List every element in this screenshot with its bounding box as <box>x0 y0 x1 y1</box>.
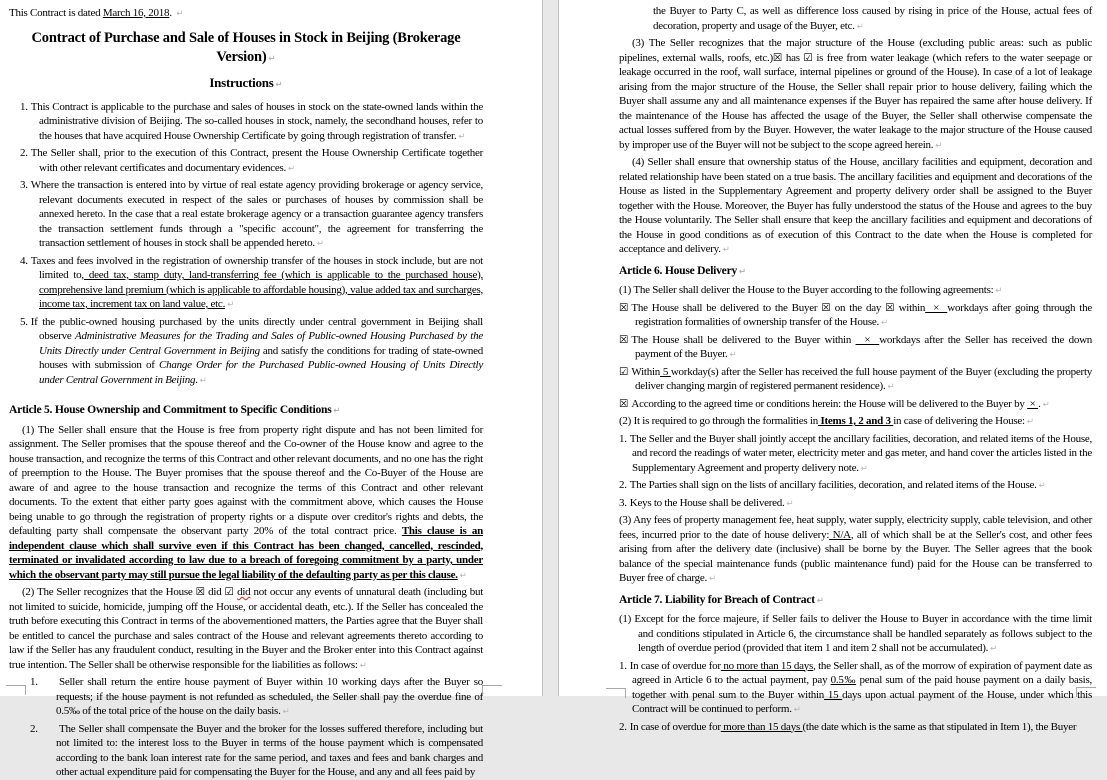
text-run: Seller shall return the entire house payment of Buyer within 10 working days after the Buyer so requests; if the house payment is not refunded as scheduled, the Seller shall pay the overdue fine of 0.5‰ of the total price of the house on the daily basis. <box>56 676 483 717</box>
delivery-formality-1 <box>619 432 1092 477</box>
delivery-option-4 <box>619 397 1092 413</box>
text-run: × <box>855 333 880 346</box>
text-run: Within <box>631 365 661 378</box>
paragraph-mark: ↵ <box>990 644 998 654</box>
article-5-liability-item-2 <box>9 722 483 780</box>
paragraph-mark: ↵ <box>288 163 296 174</box>
spellcheck-flagged-word: did <box>237 586 251 598</box>
checkbox-glyph: ☑ <box>619 365 629 378</box>
delivery-formality-2 <box>619 478 1092 494</box>
instructions-heading <box>9 74 483 94</box>
text-run: The Seller shall compensate the Buyer and the broker for the losses suffered therefore, including but not limited to: the interest loss to the Buyer in terms of the house payment which is compensated according to the bank loan interest rate for the same period, and taxes and fees and bank charges and other actual expenditure paid for compensating the Buyer for the House, and any and all fees paid by <box>56 722 483 778</box>
paragraph-mark: ↵ <box>458 131 466 142</box>
paragraph-mark: ↵ <box>176 9 184 19</box>
article-5-liability-item-1 <box>9 675 483 720</box>
checkbox-glyph: ☒ <box>619 333 629 346</box>
text-run: Article 5. House Ownership and Commitment to Specific Conditions <box>9 403 332 416</box>
item-marker: 2. <box>619 720 627 733</box>
text-run: (1) The Seller shall deliver the House to the Buyer according to the following agreements: <box>619 284 994 296</box>
text-run: deed tax, stamp duty, land-transferring fee (which is applicable to the purchased house), comprehensive land premium (which is applicable to affordable housing), value added tax and surcharges, income tax, increment tax on land value, etc. <box>39 269 483 310</box>
article-6-clause-2 <box>619 414 1092 430</box>
item-marker: 4. <box>20 254 28 267</box>
text-run: Instructions <box>209 74 274 90</box>
instruction-item-5 <box>9 315 483 389</box>
item-marker: 1. <box>20 100 28 113</box>
text-run: This Contract is applicable to the purchase and sales of houses in stock on the state-owned lands within the administrative division of Beijing. The so-called houses in stock, namely, the secondhand houses, refer to the houses that have acquired House Ownership Certificate by going through registration of transfer. <box>30 100 483 142</box>
text-run: not occur any events of unnatural death (including but not limited to suicide, homicide, jumping off the House, or accidental death, etc.). If the Seller has concealed the truth before executing this Contract in terms of the abovementioned matters, the Parties agree that the Buyer shall be entitled to cancel the purchase and sales contract of the House and relevant agreements thereto according to law if the Seller has any fraudulent conduct, resulting in the Buyer and the Broker enter into this Contract against true intention. The Seller shall be otherwise responsible for the liabilities as follows: <box>9 586 484 671</box>
paragraph-mark: ↵ <box>722 245 730 255</box>
paragraph-mark: ↵ <box>1026 417 1034 427</box>
text-run: March 16, 2018 <box>102 7 170 19</box>
text-run: did <box>205 586 225 598</box>
article-5-clause-4 <box>619 155 1092 258</box>
article-6-clause-3 <box>619 513 1092 587</box>
delivery-formality-3 <box>619 496 1092 512</box>
text-run: This Contract is dated <box>9 7 103 19</box>
text-run: no more than 15 days <box>720 659 814 672</box>
paragraph-mark: ↵ <box>199 375 207 386</box>
text-run: the Buyer to Party C, as well as difference loss caused by rising in price of the House, actual fees of decoration, property and usage of the Buyer, etc. <box>653 5 1092 32</box>
text-run: According to the agreed time or conditions herein: the House will be delivered to the Buyer by <box>631 397 1028 410</box>
item-marker: 1. <box>30 676 38 688</box>
article-5-clause-2 <box>9 585 483 673</box>
article-7-heading <box>619 593 1092 609</box>
item-marker: 3. <box>20 179 28 191</box>
article-7-clause-1 <box>619 612 1092 657</box>
paragraph-mark: ↵ <box>1038 481 1046 491</box>
text-run: (1) The Seller shall ensure that the House is free from property right dispute and has not been limited for assignment. The Seller promises that the spouse thereof and the Co-owner of the House know and agree to the house transaction, and recognize the terms of this Contract and other relevant documents, and no one has the right of preemption to the House. The Buyer promises that the spouse thereof and the Co-Buyer of the House are aware of and agree to the house transaction and recognize the terms of this Contract and other relevant documents. To the extent that either party goes against with the commitment above, which causes the House being unable to go through the registration of property rights or a dispute over creditor's rights and debts, the defaulting party shall compensate the observant party 20% of the total contract price. <box>9 423 483 537</box>
paragraph-mark: ↵ <box>333 406 341 416</box>
delivery-option-1 <box>619 301 1092 331</box>
text-run: The Parties shall sign on the lists of ancillary facilities, decoration, and related items of the House. <box>629 479 1037 491</box>
paragraph-mark: ↵ <box>856 21 864 32</box>
text-run: Contract of Purchase and Sale of Houses in Stock in Beijing (Brokerage Version) <box>31 29 461 65</box>
paragraph-mark: ↵ <box>282 707 290 717</box>
checkbox-glyph: ☑ <box>803 51 813 64</box>
crop-mark-left-page-bottom-right <box>482 685 502 695</box>
page-right <box>558 0 1107 733</box>
article-5-heading <box>9 403 483 419</box>
item-marker: 5. <box>20 315 28 328</box>
text-run: This clause is an independent clause which shall survive even if this Contract has been changed, cancelled, rescinded, terminated or invalidated according to law due to a breach of foregoing commitment by a party, under which the observant party may still pursue the legal liability of the defaulting party as per this clause. <box>9 525 484 581</box>
text-run: more than 15 days <box>720 720 803 733</box>
checkbox-glyph: ☒ <box>619 301 629 314</box>
crop-mark-left-page-bottom-left <box>6 685 26 695</box>
text-run: (1) Except for the force majeure, if Seller fails to deliver the House to Buyer in accordance with the time limit and conditions stipulated in Article 6, the circumstance shall be handled separately as follows subject to the length of overdue period (provided that item 1 and item 2 shall not be accumulated). <box>619 613 1092 654</box>
checkbox-glyph: ☒ <box>821 301 831 314</box>
text-run: workdays after going through the registration formalities of ownership transfer of the House. <box>635 301 1092 328</box>
paragraph-mark: ↵ <box>316 239 325 249</box>
text-run: Where the transaction is entered into by virtue of real estate agency providing brokerage or agency service, relevant documents executed in respect of the sales or purchases of houses by commission shall be annexed hereto. In the case that a real estate brokerage agency or a transaction guarantee agency transfers the transaction settlement funds through a "specific account", the agreement for transferring the transaction settlement of houses in stock shall be appended hereto. <box>30 179 483 249</box>
text-run: 0.5‰ <box>830 674 857 686</box>
article-6-clause-1 <box>619 283 1092 299</box>
text-run: The House shall be delivered to the Buyer <box>631 301 822 314</box>
paragraph-mark: ↵ <box>935 140 943 151</box>
text-run: Change Order for the Purchased Public-owned Housing of Units Directly under Central Government in Beijing <box>39 359 483 386</box>
paragraph-mark: ↵ <box>816 595 824 606</box>
delivery-option-3 <box>619 365 1092 395</box>
instruction-item-4 <box>9 254 483 313</box>
text-run: , all of which shall be at the Seller's cost, and other fees arising from after the delivery date (inclusive) shall be borne by the Buyer. The Seller agrees that the book balance of the special maintenance funds (public maintenance fund) paid for the House can be transferred to Buyer free of charge. <box>619 528 1092 584</box>
text-run: (4) Seller shall ensure that ownership status of the House, ancillary facilities and equipment, decoration and related relationship have been stated on a true basis. The ancillary facilities and equipment and decorations of the House as listed in the Supplementary Agreement and property delivery order shall be assigned to the Buyer together with the House. Moreover, the Buyer has fully understood the status of the House and agrees to the buy the House voluntarily. The Seller shall ensure that keep the ancillary facilities and equipment and decorations of the House in good conditions as of execution of this Contract to the date when the House is completed for acceptance and delivery. <box>619 156 1092 255</box>
text-run: The House shall be delivered to the Buyer within <box>631 333 856 346</box>
contract-date-line <box>9 6 483 22</box>
text-run: (2) It is required to go through the formalities in <box>619 415 818 427</box>
text-run: . <box>1038 397 1041 410</box>
text-run: N/A <box>829 528 851 541</box>
contract-title <box>9 29 483 69</box>
paragraph-mark: ↵ <box>860 463 868 474</box>
checkbox-glyph: ☒ <box>772 51 783 64</box>
text-run: 5 <box>660 365 671 378</box>
checkbox-glyph: ☒ <box>885 301 895 314</box>
paragraph-mark: ↵ <box>995 286 1003 296</box>
text-run: Article 6. House Delivery <box>619 263 738 277</box>
text-run: within <box>894 301 926 314</box>
instruction-item-1 <box>9 100 483 145</box>
article-5-clause-3 <box>619 36 1092 153</box>
page-right-content <box>559 0 1107 734</box>
text-run: 15 <box>824 688 843 701</box>
text-run: Taxes and fees involved in the registration of ownership transfer of the houses in stock include, but are not limited to, <box>30 254 483 281</box>
paragraph-mark: ↵ <box>275 79 283 90</box>
text-run: (the date which is the same as that stipulated in Item 1), the Buyer <box>802 720 1077 733</box>
text-run: × <box>1027 397 1039 410</box>
paragraph-mark: ↵ <box>786 498 794 509</box>
paragraph-mark: ↵ <box>729 350 737 360</box>
item-marker: 2. <box>20 147 28 159</box>
page-left <box>0 0 543 778</box>
text-run: . <box>169 7 175 19</box>
text-run: Article 7. Liability for Breach of Contract <box>619 592 815 606</box>
text-run: In case of overdue for <box>629 720 721 733</box>
text-run: The Seller shall, prior to the execution of this Contract, present the House Ownership Certificate together with other relevant certificates and documentary evidences. <box>30 147 483 174</box>
text-run: , the Seller shall, as of the morrow of expiration of payment date as agreed in Article 6 to the actual payment, pay <box>632 659 1093 686</box>
item-marker: 2. <box>619 479 627 491</box>
paragraph-mark: ↵ <box>881 318 889 328</box>
checkbox-glyph: ☒ <box>195 586 206 598</box>
text-run: days upon actual payment of the House, under which this Contract will be continued to perform. <box>632 688 1093 715</box>
paragraph-mark: ↵ <box>739 266 747 277</box>
text-run: Administrative Measures for the Trading and Sales of Public-owned Housing Purchased by the Units Directly under Central Government in Beijing <box>39 330 483 357</box>
text-run: × <box>925 301 948 314</box>
breach-item-2 <box>619 720 1092 735</box>
text-run: The Seller and the Buyer shall jointly accept the ancillary facilities, decoration, and related items of the House, and record the readings of water meter, electricity meter and gas meter, and hand cover the articles listed in the Supplementary Agreement and property delivery note. <box>629 432 1092 474</box>
article-6-heading <box>619 264 1092 280</box>
text-run: workday(s) after the Seller has received the full house payment of the Buyer (excluding the property deliver changing margin of registered permanent residence). <box>635 365 1093 392</box>
text-run: penal sum of the paid house payment on a daily basis, together with penal sum to the Buyer within <box>632 674 1092 701</box>
item-marker: 1. <box>619 432 627 445</box>
text-run: Keys to the House shall be delivered. <box>629 496 785 509</box>
text-run: and satisfy the conditions for trading of state-owned houses with submission of <box>39 344 483 371</box>
instruction-item-3 <box>9 178 483 252</box>
page-left-content <box>0 0 542 780</box>
article-5-liability-item-2-continued <box>653 4 1092 34</box>
checkbox-glyph: ☒ <box>619 397 629 410</box>
text-run: (2) The Seller recognizes that the House <box>22 586 196 598</box>
text-run: has <box>782 51 804 64</box>
text-run: . <box>195 373 198 386</box>
paragraph-mark: ↵ <box>359 660 367 671</box>
breach-item-1 <box>619 659 1092 718</box>
paragraph-mark: ↵ <box>887 382 895 392</box>
paragraph-mark: ↵ <box>793 705 801 715</box>
instruction-item-2 <box>9 146 483 176</box>
crop-mark-right-page-bottom-left <box>606 688 626 698</box>
item-marker: 2. <box>30 722 38 735</box>
paragraph-mark: ↵ <box>709 574 717 584</box>
paragraph-mark: ↵ <box>459 570 467 581</box>
text-run: is free from water leakage (which refers to the water seepage or leakage occurred in the roof, wall surface, internal pipelines or ground of the House). In case of a lot of leakage arising from the major structure of the House, the Seller shall repair prior to house delivery, failing which the Buyer shall assume any and all maintenance expenses if the Buyer has repaired the same after house delivery. If the maintenance of the House has affected the usage of the Buyer, the Seller shall otherwise compensate the actual losses suffered from by the Buyer. However, the water leakage to the major structure of the House caused by improper use of the Buyer will not be subject to the scope agreed herein. <box>619 51 1092 151</box>
delivery-option-2 <box>619 333 1092 363</box>
text-run: in case of delivering the House: <box>893 415 1025 427</box>
text-run: In case of overdue for <box>629 659 721 672</box>
text-run: workdays after the Seller has received the down payment of the Buyer. <box>635 333 1093 360</box>
item-marker: 1. <box>619 659 627 672</box>
paragraph-mark: ↵ <box>268 53 276 64</box>
checkbox-glyph: ☑ <box>224 586 234 598</box>
text-run: If the public-owned housing purchased by the units directly under central government in Beijing shall observe <box>30 315 483 342</box>
text-run: (3) Any fees of property management fee, heat supply, water supply, electricity supply, cable television, and other fees, incurred prior to the date of house delivery: <box>619 514 1092 541</box>
article-5-clause-1 <box>9 423 483 584</box>
text-run: on the day <box>830 301 886 314</box>
paragraph-mark: ↵ <box>227 300 235 310</box>
text-run: (3) The Seller recognizes that the major structure of the House (excluding public areas: such as public pipelines, external walls, roofs, etc.) <box>619 37 1092 64</box>
text-run: Items 1, 2 and 3 <box>817 415 894 427</box>
paragraph-mark: ↵ <box>1042 399 1050 410</box>
item-marker: 3. <box>619 496 627 509</box>
